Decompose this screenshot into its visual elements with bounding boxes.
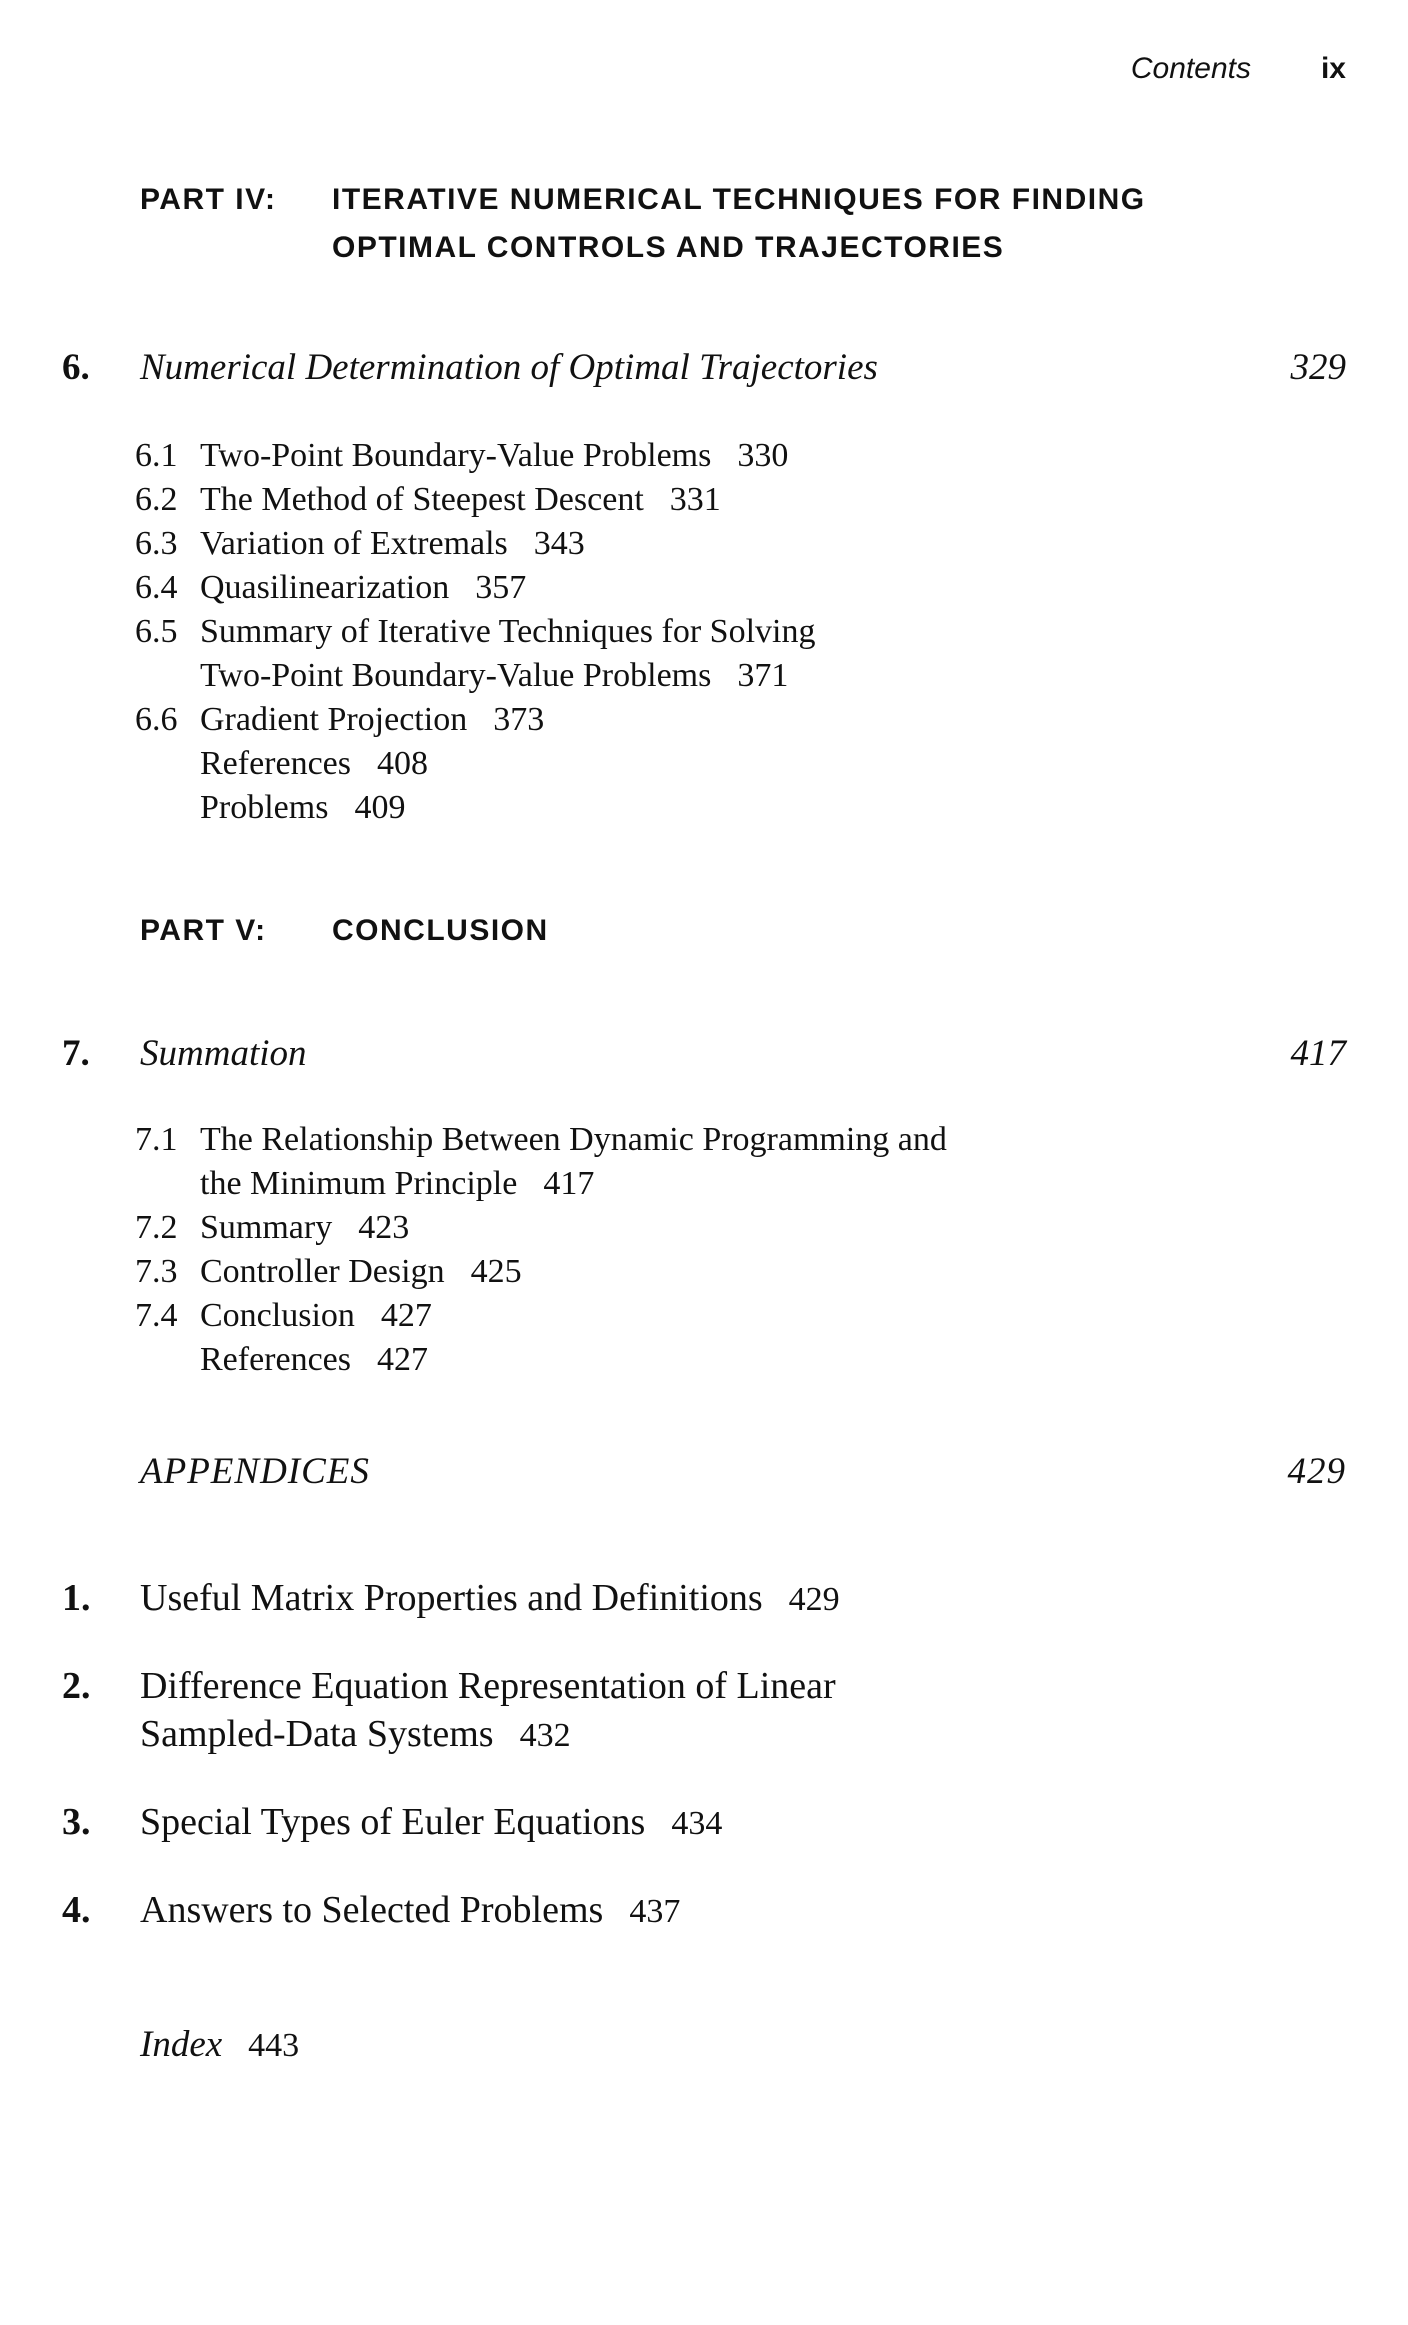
appendix-page: 434 bbox=[671, 1805, 723, 1842]
appendix-title: Special Types of Euler Equations bbox=[140, 1801, 646, 1843]
appendix-entry[interactable] bbox=[62, 1798, 722, 1848]
toc-entry[interactable] bbox=[135, 1206, 947, 1250]
appendix-number: 2. bbox=[62, 1665, 91, 1707]
toc-entry[interactable] bbox=[135, 1118, 947, 1162]
toc-entry[interactable] bbox=[135, 478, 815, 522]
section-title: Summary of Iterative Techniques for Solving bbox=[200, 613, 816, 650]
appendix-number: 1. bbox=[62, 1577, 91, 1619]
section-page: 357 bbox=[475, 569, 527, 606]
section-number: 6.4 bbox=[135, 569, 178, 606]
references-title: References bbox=[200, 745, 352, 782]
chapter-7-sections bbox=[135, 1118, 947, 1382]
references-entry[interactable] bbox=[135, 742, 815, 786]
toc-entry[interactable] bbox=[135, 434, 815, 478]
references-entry[interactable] bbox=[135, 1338, 947, 1382]
section-number: 7.1 bbox=[135, 1121, 178, 1158]
section-number: 7.3 bbox=[135, 1253, 178, 1290]
appendix-title-cont: Sampled-Data Systems bbox=[140, 1713, 494, 1755]
appendix-entry[interactable] bbox=[62, 1886, 680, 1936]
toc-entry[interactable] bbox=[135, 522, 815, 566]
page-number: ix bbox=[1320, 52, 1346, 85]
chapter-page: 417 bbox=[1290, 1033, 1346, 1074]
part-title-cont: OPTIMAL CONTROLS AND TRAJECTORIES bbox=[332, 231, 1005, 264]
appendix-number: 3. bbox=[62, 1801, 91, 1843]
section-number: 6.6 bbox=[135, 701, 178, 738]
toc-entry[interactable] bbox=[135, 1250, 947, 1294]
appendices-entry[interactable] bbox=[140, 1450, 1346, 1493]
appendix-page: 429 bbox=[788, 1581, 840, 1618]
appendix-page: 432 bbox=[519, 1717, 571, 1754]
part-label: PART V: bbox=[140, 914, 267, 947]
references-page: 427 bbox=[377, 1341, 429, 1378]
part-title: CONCLUSION bbox=[332, 914, 549, 947]
section-title: Controller Design bbox=[200, 1253, 445, 1290]
part-label: PART IV: bbox=[140, 183, 277, 216]
toc-entry-continuation[interactable] bbox=[135, 654, 815, 698]
section-title: Summary bbox=[200, 1209, 333, 1246]
section-title: Two-Point Boundary-Value Problems bbox=[200, 437, 712, 474]
section-title: Gradient Projection bbox=[200, 701, 468, 738]
section-page: 425 bbox=[470, 1253, 522, 1290]
section-title: The Relationship Between Dynamic Programming and bbox=[200, 1121, 947, 1158]
toc-entry-continuation[interactable] bbox=[135, 1162, 947, 1206]
index-page: 443 bbox=[248, 2027, 300, 2064]
appendix-entry[interactable] bbox=[62, 1574, 840, 1624]
toc-entry[interactable] bbox=[135, 1294, 947, 1338]
chapter-7-entry[interactable] bbox=[62, 1032, 1346, 1075]
section-page: 417 bbox=[543, 1165, 595, 1202]
section-title: Conclusion bbox=[200, 1297, 355, 1334]
toc-entry[interactable] bbox=[135, 698, 815, 742]
running-title: Contents bbox=[1130, 52, 1251, 85]
section-page: 427 bbox=[380, 1297, 432, 1334]
chapter-title: Summation bbox=[140, 1033, 307, 1074]
running-header bbox=[1131, 52, 1346, 86]
section-title: Variation of Extremals bbox=[200, 525, 508, 562]
section-page: 371 bbox=[737, 657, 789, 694]
appendix-title: Answers to Selected Problems bbox=[140, 1889, 604, 1931]
section-title: The Method of Steepest Descent bbox=[200, 481, 644, 518]
section-page: 373 bbox=[493, 701, 545, 738]
chapter-6-entry[interactable] bbox=[62, 346, 1346, 389]
appendix-title: Useful Matrix Properties and Definitions bbox=[140, 1577, 763, 1619]
section-page: 330 bbox=[737, 437, 789, 474]
chapter-6-sections bbox=[135, 434, 815, 830]
part-title: ITERATIVE NUMERICAL TECHNIQUES FOR FINDING bbox=[332, 183, 1146, 216]
section-number: 7.4 bbox=[135, 1297, 178, 1334]
appendices-page: 429 bbox=[1287, 1451, 1346, 1492]
part-v-heading bbox=[140, 907, 549, 955]
chapter-title: Numerical Determination of Optimal Trajectories bbox=[140, 347, 878, 388]
problems-title: Problems bbox=[200, 789, 329, 826]
references-title: References bbox=[200, 1341, 352, 1378]
chapter-number: 7. bbox=[62, 1033, 90, 1074]
references-page: 408 bbox=[377, 745, 429, 782]
index-title: Index bbox=[140, 2024, 223, 2065]
part-iv-heading bbox=[140, 176, 1146, 272]
problems-page: 409 bbox=[354, 789, 406, 826]
section-page: 423 bbox=[358, 1209, 410, 1246]
section-title: Quasilinearization bbox=[200, 569, 450, 606]
section-number: 6.5 bbox=[135, 613, 178, 650]
appendix-page: 437 bbox=[629, 1893, 681, 1930]
section-page: 331 bbox=[669, 481, 721, 518]
appendices-title: APPENDICES bbox=[140, 1451, 370, 1492]
section-page: 343 bbox=[533, 525, 585, 562]
section-number: 6.1 bbox=[135, 437, 178, 474]
section-title-cont: Two-Point Boundary-Value Problems bbox=[200, 657, 712, 694]
chapter-page: 329 bbox=[1290, 347, 1346, 388]
section-number: 6.2 bbox=[135, 481, 178, 518]
toc-entry[interactable] bbox=[135, 610, 815, 654]
section-number: 7.2 bbox=[135, 1209, 178, 1246]
toc-entry[interactable] bbox=[135, 566, 815, 610]
chapter-number: 6. bbox=[62, 347, 90, 388]
appendix-entry[interactable] bbox=[62, 1662, 836, 1760]
appendix-number: 4. bbox=[62, 1889, 91, 1931]
section-title-cont: the Minimum Principle bbox=[200, 1165, 518, 1202]
index-entry[interactable] bbox=[140, 2023, 299, 2066]
problems-entry[interactable] bbox=[135, 786, 815, 830]
section-number: 6.3 bbox=[135, 525, 178, 562]
appendix-title: Difference Equation Representation of Linear bbox=[140, 1665, 836, 1707]
